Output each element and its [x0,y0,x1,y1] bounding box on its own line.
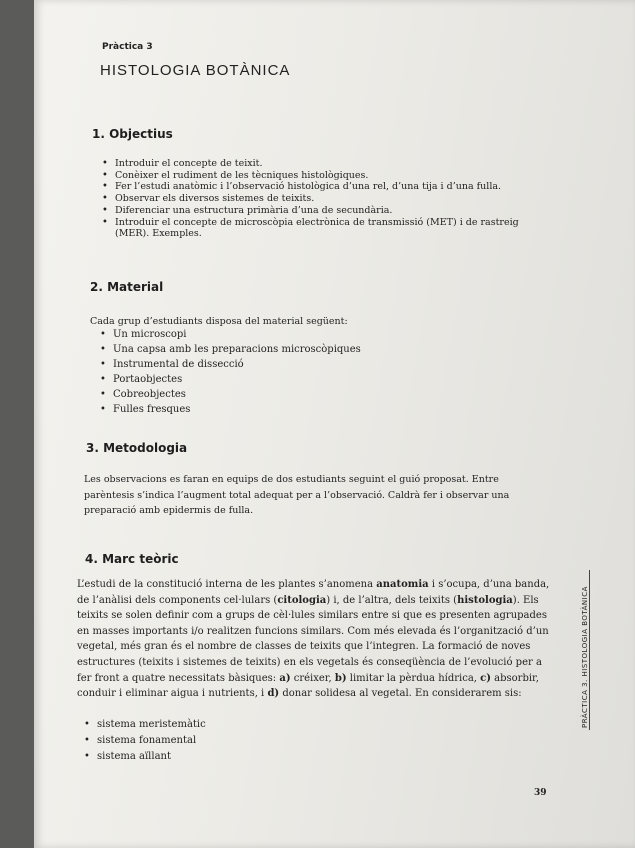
sistemes-list [82,717,382,765]
list-item: • Fulles fresques [98,402,398,417]
section-heading-metodologia: 3. Metodologia [86,441,188,455]
list-item: • sistema meristemàtic [82,717,382,733]
list-item-continuation: (MER). Exemples. [115,228,202,240]
page-number: 39 [534,788,547,798]
sidebar-rule [589,570,590,730]
section-heading-objectius: 1. Objectius [92,127,173,141]
list-item: • Fer l’estudi anatòmic i l’observació histològica d’una rel, d’una tija i d’una fulla. [100,181,530,193]
list-item: • sistema aïllant [82,749,382,765]
list-item: • Instrumental de dissecció [98,357,398,372]
objectius-list [100,158,530,240]
list-item: • Diferenciar una estructura primària d’una de secundària. [100,205,530,217]
metodologia-paragraph: Les observacions es faran en equips de dos estudiants seguint el guió proposat. Entre parèntesis s’indica l’augment total adequat per a l’observació. Caldrà fer i observar una preparació amb epidermis de fulla. [84,474,510,516]
practice-label: Pràctica 3 [102,42,153,52]
material-intro: Cada grup d’estudiants disposa del material següent: [90,316,348,327]
sidebar-label: PRÀCTICA 3. HISTOLOGIA BOTÀNICA [581,586,589,728]
list-item: • Conèixer el rudiment de les tècniques histològiques. [100,170,530,182]
section-heading-marc-teoric: 4. Marc teòric [85,552,179,566]
list-item: • Observar els diversos sistemes de teixits. [100,193,530,205]
page-title: HISTOLOGIA BOTÀNICA [100,62,291,79]
list-item: • sistema fonamental [82,733,382,749]
list-item: • Una capsa amb les preparacions microscòpiques [98,342,398,357]
book-page [34,0,635,848]
list-item: • Introduir el concepte de teixit. [100,158,530,170]
list-item: • Portaobjectes [98,372,398,387]
list-item: • Introduir el concepte de microscòpia electrònica de transmissió (MET) i de rastreig [100,217,530,229]
section-heading-material: 2. Material [90,280,164,294]
list-item: • Cobreobjectes [98,387,398,402]
marc-teoric-paragraph: L’estudi de la constitució interna de les plantes s’anomena anatomia i s’ocupa, d’una banda, de l’anàlisi dels components cel·lulars (citologia) i, de l’altra, dels teixits (histologia). Els teixits se solen definir com a grups de cèl·lules similars entre si que es presenten agrupades en masses importants i/o realitzen funcions similars. Com més elevada és l’organització d’un vegetal, més gran és el nombre de classes de teixits que l’integren. La formació de noves estructures (teixits i sistemes de teixits) en els vegetals és conseqüència de l’evolució per a fer front a quatre necessitats bàsiques: a) créixer, b) limitar la pèrdua hídrica, c) absorbir, conduir i eliminar aigua i nutrients, i d) donar solidesa al vegetal. En considerarem sis: [77,579,550,700]
material-list [98,327,398,417]
list-item: • Un microscopi [98,327,398,342]
